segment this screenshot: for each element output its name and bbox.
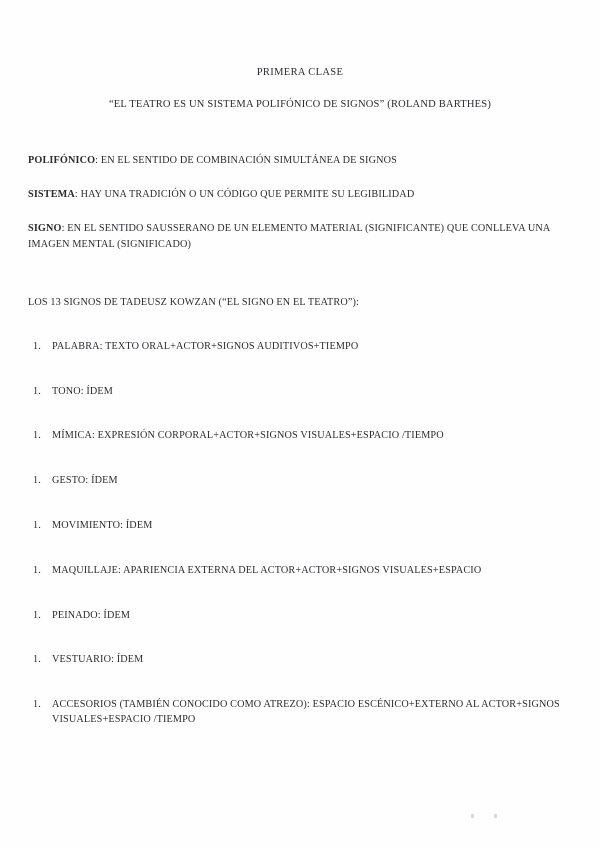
- list-marker: 1.: [33, 430, 41, 442]
- list-item: [0, 429, 600, 444]
- list-item: [0, 385, 600, 400]
- list-item-text: PALABRA: TEXTO ORAL+ACTOR+SIGNOS AUDITIVOS+TIEMPO: [52, 340, 359, 352]
- list-item: [0, 519, 600, 534]
- signs-list: [0, 340, 600, 728]
- list-marker: 1.: [33, 519, 41, 531]
- definition-term: SIGNO: [28, 222, 62, 234]
- list-marker: 1.: [33, 699, 41, 711]
- document-header: [0, 0, 600, 111]
- list-item-text: PEINADO: ÍDEM: [52, 609, 131, 621]
- list-item-text: ACCESORIOS (TAMBIÉN CONOCIDO COMO ATREZO): ESPACIO ESCÉNICO+EXTERNO AL ACTOR+SIGNOS VISUALES+ESPACIO /TIEMPO: [52, 699, 560, 725]
- definition-sistema: [28, 187, 572, 203]
- list-item-text: MAQUILLAJE: APARIENCIA EXTERNA DEL ACTOR+ACTOR+SIGNOS VISUALES+ESPACIO: [52, 564, 482, 576]
- page-subtitle: “EL TEATRO ES UN SISTEMA POLIFÓNICO DE SIGNOS” (ROLAND BARTHES): [108, 98, 492, 110]
- page-title: PRIMERA CLASE: [256, 67, 344, 78]
- list-item-text: MÍMICA: EXPRESIÓN CORPORAL+ACTOR+SIGNOS VISUALES+ESPACIO /TIEMPO: [52, 430, 444, 442]
- list-item-text: VESTUARIO: ÍDEM: [52, 654, 144, 666]
- list-marker: 1.: [33, 609, 41, 621]
- list-marker: 1.: [33, 475, 41, 487]
- list-item: [0, 653, 600, 668]
- list-item: [0, 474, 600, 489]
- list-item-text: MOVIMIENTO: ÍDEM: [52, 519, 153, 531]
- signs-list-intro: LOS 13 SIGNOS DE TADEUSZ KOWZAN (“EL SIGNO EN EL TEATRO”):: [28, 296, 360, 308]
- list-item: [0, 698, 600, 728]
- list-item-text: GESTO: ÍDEM: [52, 475, 118, 487]
- list-item: [0, 609, 600, 624]
- definition-body: : EN EL SENTIDO DE COMBINACIÓN SIMULTÁNEA DE SIGNOS: [95, 155, 397, 167]
- list-item: [0, 340, 600, 355]
- definition-body: : HAY UNA TRADICIÓN O UN CÓDIGO QUE PERMITE SU LEGIBILIDAD: [74, 189, 415, 201]
- definition-term: SISTEMA: [28, 189, 75, 201]
- list-marker: 1.: [33, 385, 41, 397]
- definition-polifonico: [28, 153, 572, 169]
- definitions-section: [0, 153, 600, 252]
- scan-artifact: [494, 814, 497, 818]
- list-item-text: TONO: ÍDEM: [52, 385, 114, 397]
- list-item: [0, 564, 600, 579]
- list-marker: 1.: [33, 654, 41, 666]
- list-marker: 1.: [33, 564, 41, 576]
- definition-signo: [28, 221, 572, 253]
- list-marker: 1.: [33, 340, 41, 352]
- definition-body: : EN EL SENTIDO SAUSSERANO DE UN ELEMENTO MATERIAL (SIGNIFICANTE) QUE CONLLEVA UNA IMAGEN MENTAL (SIGNIFICADO): [28, 222, 550, 250]
- scan-artifact: [471, 814, 474, 818]
- definition-term: POLIFÓNICO: [28, 155, 96, 167]
